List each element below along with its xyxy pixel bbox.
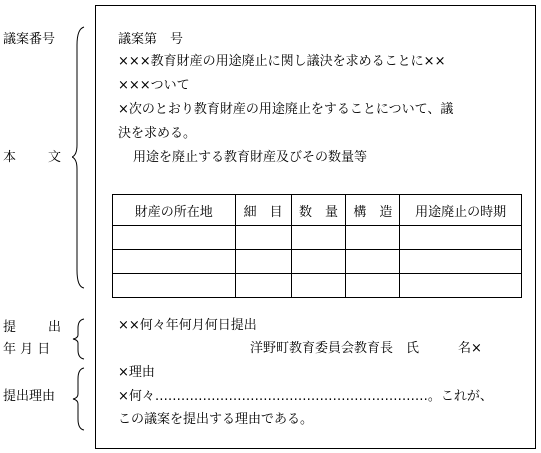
table-cell [113,250,236,274]
title-line-2: ×××ついて [118,78,190,93]
label-body-right: 文 [47,150,61,165]
label-submit-right: 出 [47,320,61,335]
label-bill-number: 議案番号 [3,32,56,47]
table-cell [400,226,522,250]
body-line-1: ×次のとおり教育財産の用途廃止をすることについて、議 [118,102,454,117]
label-submit-line1 [3,320,61,336]
table-cell [346,274,400,298]
reason-line-2: この議案を提出する理由である。 [118,412,314,427]
table-row [113,274,522,298]
table-row [113,250,522,274]
table-cell [400,274,522,298]
table-cell [291,250,346,274]
table-cell [346,250,400,274]
brace-submit [72,318,92,360]
brace-reason [72,367,92,431]
col-header-structure: 構 造 [346,195,400,226]
col-header-quantity: 数 量 [291,195,346,226]
label-body [3,150,61,166]
table-cell [113,226,236,250]
col-header-location: 財産の所在地 [113,195,236,226]
label-submit-date: 年 月 日 [3,342,51,357]
asset-table [112,194,522,298]
table-cell [113,274,236,298]
table-cell [235,250,291,274]
col-header-item: 細 目 [235,195,291,226]
body-line-2: 決を求める。 [118,126,197,141]
col-header-abolish-date: 用途廃止の時期 [400,195,522,226]
label-reason: 提出理由 [3,389,56,404]
table-cell [291,226,346,250]
table-header-row [113,195,522,226]
table-cell [291,274,346,298]
label-submit-left: 提 [3,320,17,335]
table-caption: 用途を廃止する教育財産及びその数量等 [133,150,368,165]
table-row [113,226,522,250]
table-cell [346,226,400,250]
reason-heading: ×理由 [118,365,155,380]
submission-signer: 洋野町教育委員会教育長 氏 名× [250,341,482,356]
table-cell [235,226,291,250]
bill-number-line: 議案第 号 [118,32,184,47]
brace-body [72,25,92,290]
table-cell [400,250,522,274]
label-body-left: 本 [3,150,17,165]
title-line-1: ×××教育財産の用途廃止に関し議決を求めることに×× [118,54,446,69]
table-cell [235,274,291,298]
submission-date: ××何々年何月何日提出 [118,318,257,333]
reason-line-1: ×何々………………………………………………………。これが、 [118,389,493,404]
